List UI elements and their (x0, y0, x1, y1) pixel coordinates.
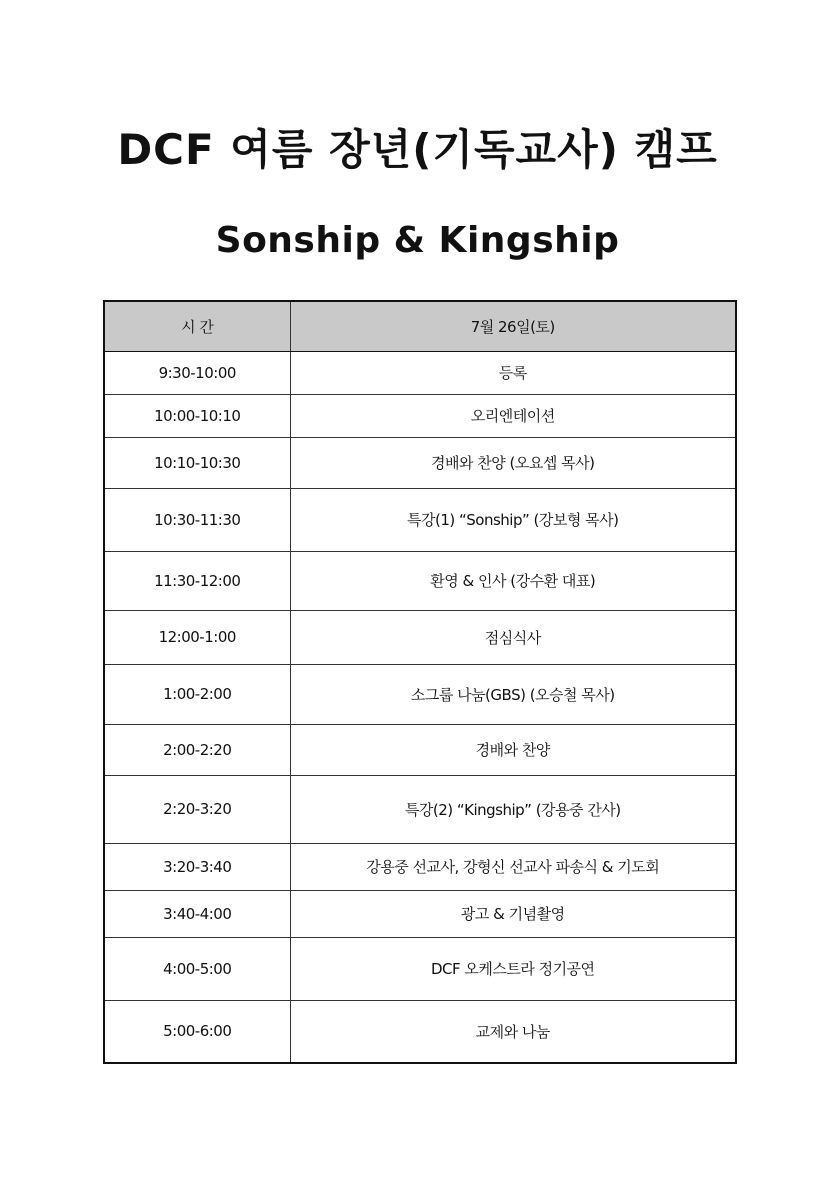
time-cell: 12:00-1:00 (104, 610, 290, 664)
event-cell: 특강(2) “Kingship” (강용중 간사) (290, 775, 736, 843)
time-cell: 10:00-10:10 (104, 394, 290, 437)
event-cell: 환영 & 인사 (강수환 대표) (290, 551, 736, 610)
table-header-row (104, 301, 736, 351)
event-cell: 특강(1) “Sonship” (강보형 목사) (290, 488, 736, 551)
table-row (104, 394, 736, 437)
event-cell: DCF 오케스트라 정기공연 (290, 937, 736, 1000)
schedule-table (103, 300, 737, 1064)
header-time: 시 간 (104, 301, 290, 351)
time-cell: 2:00-2:20 (104, 724, 290, 775)
time-cell: 10:10-10:30 (104, 437, 290, 488)
table-row (104, 890, 736, 937)
event-cell: 점심식사 (290, 610, 736, 664)
table-row (104, 843, 736, 890)
table-row (104, 551, 736, 610)
event-cell: 광고 & 기념촬영 (290, 890, 736, 937)
table-row (104, 610, 736, 664)
time-cell: 3:20-3:40 (104, 843, 290, 890)
table-row (104, 351, 736, 394)
time-cell: 1:00-2:00 (104, 664, 290, 724)
table-row (104, 1000, 736, 1063)
document-title: DCF 여름 장년(기독교사) 캠프 (117, 125, 718, 174)
table-row (104, 775, 736, 843)
header-date: 7월 26일(토) (290, 301, 736, 351)
event-cell: 오리엔테이션 (290, 394, 736, 437)
event-cell: 소그룹 나눔(GBS) (오승철 목사) (290, 664, 736, 724)
table-row (104, 437, 736, 488)
event-cell: 강용중 선교사, 강형신 선교사 파송식 & 기도회 (290, 843, 736, 890)
time-cell: 9:30-10:00 (104, 351, 290, 394)
time-cell: 11:30-12:00 (104, 551, 290, 610)
table-row (104, 937, 736, 1000)
event-cell: 경배와 찬양 (290, 724, 736, 775)
table-row (104, 664, 736, 724)
table-row (104, 724, 736, 775)
time-cell: 4:00-5:00 (104, 937, 290, 1000)
event-cell: 경배와 찬양 (오요셉 목사) (290, 437, 736, 488)
time-cell: 5:00-6:00 (104, 1000, 290, 1063)
event-cell: 교제와 나눔 (290, 1000, 736, 1063)
document-subtitle: Sonship & Kingship (215, 220, 620, 261)
table-row (104, 488, 736, 551)
time-cell: 2:20-3:20 (104, 775, 290, 843)
time-cell: 3:40-4:00 (104, 890, 290, 937)
event-cell: 등록 (290, 351, 736, 394)
time-cell: 10:30-11:30 (104, 488, 290, 551)
